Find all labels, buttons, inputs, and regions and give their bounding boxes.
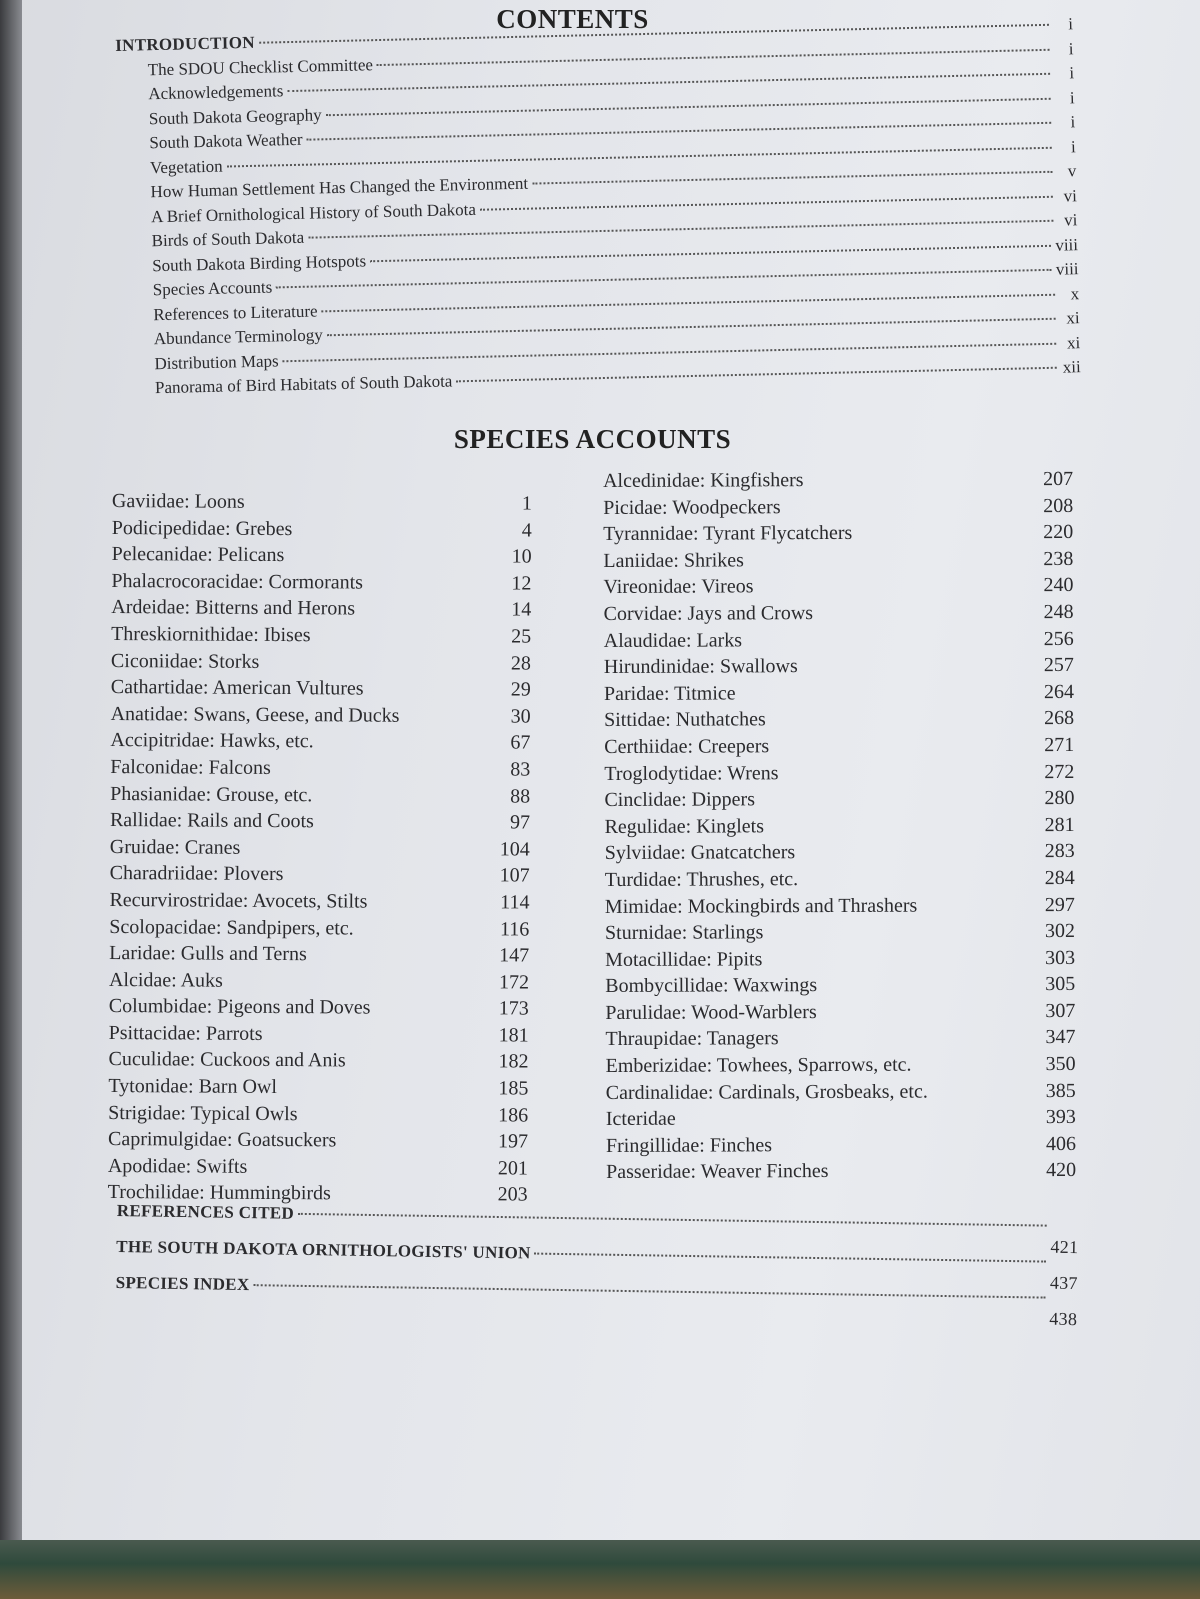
toc-entry-label: South Dakota Geography xyxy=(148,104,322,128)
species-family-entry xyxy=(604,760,1074,789)
family-name: Cardinalidae: Cardinals, Grosbeaks, etc. xyxy=(605,1080,928,1104)
book-spine-edge xyxy=(0,0,22,1599)
family-page: 281 xyxy=(1044,813,1075,836)
toc-entry-label: Abundance Terminology xyxy=(153,325,323,349)
family-name: Anatidae: Swans, Geese, and Ducks xyxy=(110,702,400,727)
family-page: 172 xyxy=(498,971,530,994)
family-name: Troglodytidae: Wrens xyxy=(604,761,779,785)
toc-entry-page: v xyxy=(1067,161,1077,181)
species-family-entry xyxy=(110,783,530,812)
species-family-entry xyxy=(603,521,1073,550)
family-name: Charadriidae: Plovers xyxy=(109,862,284,886)
family-name: Cathartidae: American Vultures xyxy=(110,676,364,700)
species-list-right xyxy=(603,468,1076,1188)
family-page: 88 xyxy=(510,784,531,808)
toc-entry-page: viii xyxy=(1055,259,1079,279)
family-page: 107 xyxy=(499,864,530,887)
toc-entry-page: i xyxy=(1070,112,1076,132)
family-name: Falconidae: Falcons xyxy=(110,755,271,779)
family-name: Recurvirostridae: Avocets, Stilts xyxy=(109,888,368,913)
species-family-entry xyxy=(606,1133,1076,1162)
species-family-entry xyxy=(604,787,1074,816)
family-page: 201 xyxy=(497,1157,528,1180)
family-name: Laridae: Gulls and Terns xyxy=(109,942,307,966)
toc-entry-label: South Dakota Birding Hotspots xyxy=(151,250,367,275)
species-family-entry xyxy=(112,517,532,546)
family-page: 4 xyxy=(521,519,532,542)
toc-entry-page: i xyxy=(1069,63,1075,83)
family-page: 28 xyxy=(510,652,532,675)
family-name: Regulidae: Kinglets xyxy=(604,815,765,838)
family-page: 181 xyxy=(498,1024,529,1047)
family-page: 147 xyxy=(499,944,530,967)
species-family-entry xyxy=(603,548,1073,577)
species-family-entry xyxy=(605,840,1075,869)
family-page: 1 xyxy=(521,492,532,515)
species-family-entry xyxy=(604,628,1074,657)
family-name: Columbidae: Pigeons and Doves xyxy=(108,995,371,1019)
family-page: 104 xyxy=(499,838,530,861)
dot-leader xyxy=(298,1213,1047,1227)
toc-entry-label: Acknowledgements xyxy=(148,81,284,104)
family-page: 238 xyxy=(1043,547,1074,570)
species-family-entry xyxy=(109,1022,529,1051)
family-name: Fringillidae: Finches xyxy=(605,1134,773,1157)
family-name: Vireonidae: Vireos xyxy=(603,575,754,599)
family-name: Gruidae: Cranes xyxy=(109,835,241,859)
family-name: Icteridae xyxy=(605,1107,676,1131)
dot-leader xyxy=(532,171,1052,185)
back-matter-page: 438 xyxy=(1049,1308,1078,1330)
family-name: Alcidae: Auks xyxy=(108,968,223,992)
family-page: 207 xyxy=(1042,467,1074,491)
family-name: Thraupidae: Tanagers xyxy=(605,1027,779,1051)
family-name: Certhiidae: Creepers xyxy=(604,735,770,758)
family-name: Scolopacidae: Sandpipers, etc. xyxy=(109,915,354,939)
species-family-entry xyxy=(111,650,531,679)
species-family-entry xyxy=(603,468,1073,497)
family-name: Phasianidae: Grouse, etc. xyxy=(110,782,313,806)
family-page: 272 xyxy=(1044,760,1075,783)
species-family-entry xyxy=(603,495,1073,524)
toc-entry-page: xii xyxy=(1062,357,1081,377)
species-family-entry xyxy=(606,1053,1076,1082)
back-matter-page: 421 xyxy=(1050,1236,1079,1258)
toc-entry-page: viii xyxy=(1055,234,1079,255)
species-family-entry xyxy=(109,969,529,998)
species-family-entry xyxy=(108,1155,528,1184)
family-name: Mimidae: Mockingbirds and Thrashers xyxy=(604,894,918,918)
back-matter-page: 437 xyxy=(1049,1272,1078,1294)
species-family-entry xyxy=(110,729,530,758)
family-name: Sittidae: Nuthatches xyxy=(604,708,766,732)
dot-leader xyxy=(253,1284,1045,1298)
species-family-entry xyxy=(112,490,532,519)
species-family-entry xyxy=(110,862,530,891)
family-page: 173 xyxy=(498,997,529,1020)
species-family-entry xyxy=(605,973,1075,1002)
dot-leader xyxy=(456,367,1056,383)
family-name: Caprimulgidae: Goatsuckers xyxy=(107,1128,337,1152)
family-page: 271 xyxy=(1044,733,1075,757)
family-page: 303 xyxy=(1045,946,1076,969)
family-name: Cinclidae: Dippers xyxy=(604,788,756,812)
family-page: 67 xyxy=(510,731,531,754)
toc-entry-page: x xyxy=(1070,283,1080,303)
family-page: 347 xyxy=(1045,1026,1076,1049)
family-name: Corvidae: Jays and Crows xyxy=(603,602,814,625)
species-family-entry xyxy=(606,1106,1076,1135)
family-name: Bombycillidae: Waxwings xyxy=(605,974,818,998)
species-family-entry xyxy=(606,1080,1076,1109)
back-matter-label: REFERENCES CITED xyxy=(116,1200,295,1223)
family-name: Gaviidae: Loons xyxy=(111,490,245,513)
family-name: Parulidae: Wood-Warblers xyxy=(605,1000,817,1024)
species-family-entry xyxy=(111,676,531,705)
toc-entry-label: South Dakota Weather xyxy=(149,129,303,153)
family-name: Passeridae: Weaver Finches xyxy=(606,1160,829,1184)
toc-entry-label: Vegetation xyxy=(149,156,223,177)
toc-entry-page: i xyxy=(1068,38,1074,58)
species-family-entry xyxy=(606,1159,1076,1188)
dot-leader xyxy=(535,1253,1047,1263)
family-name: Motacillidae: Pipits xyxy=(605,947,763,971)
toc-entry-label: References to Literature xyxy=(153,300,318,324)
family-name: Tyrannidae: Tyrant Flycatchers xyxy=(603,522,853,546)
species-family-entry xyxy=(110,756,530,785)
family-page: 240 xyxy=(1043,574,1074,597)
family-page: 30 xyxy=(510,705,531,728)
family-name: Turdidae: Thrushes, etc. xyxy=(604,868,799,891)
family-page: 197 xyxy=(497,1130,529,1153)
toc-entry-label: A Brief Ornithological History of South Dakota xyxy=(150,199,477,226)
toc-entry-page: i xyxy=(1069,87,1075,107)
family-page: 257 xyxy=(1043,654,1074,677)
family-page: 12 xyxy=(511,572,532,595)
species-family-entry xyxy=(603,574,1073,603)
family-name: Apodidae: Swifts xyxy=(107,1154,248,1178)
toc-entry-label: The SDOU Checklist Committee xyxy=(147,54,374,79)
family-page: 248 xyxy=(1043,600,1074,624)
family-page: 406 xyxy=(1045,1132,1076,1155)
toc-entry-label: INTRODUCTION xyxy=(115,32,256,55)
family-page: 307 xyxy=(1045,999,1076,1022)
toc-entry-label: Species Accounts xyxy=(152,277,273,300)
family-page: 116 xyxy=(499,917,530,941)
toc-entry-label: Panorama of Bird Habitats of South Dakota xyxy=(154,371,453,398)
family-page: 264 xyxy=(1043,680,1075,703)
species-family-entry xyxy=(110,836,530,865)
toc-entry-page: xi xyxy=(1066,308,1080,328)
family-page: 10 xyxy=(511,545,532,568)
family-name: Rallidae: Rails and Coots xyxy=(109,809,314,833)
contents-heading: CONTENTS xyxy=(496,4,649,34)
family-name: Psittacidae: Parrots xyxy=(108,1021,263,1045)
species-family-entry xyxy=(110,809,530,838)
species-family-entry xyxy=(604,601,1074,630)
family-name: Accipitridae: Hawks, etc. xyxy=(110,729,314,753)
family-page: 284 xyxy=(1044,866,1075,889)
family-name: Ardeidae: Bitterns and Herons xyxy=(111,596,356,620)
species-list-left xyxy=(108,490,532,1211)
species-family-entry xyxy=(604,734,1074,763)
family-name: Phalacrocoracidae: Cormorants xyxy=(111,569,364,594)
species-accounts-heading: SPECIES ACCOUNTS xyxy=(453,424,732,454)
species-family-entry xyxy=(604,654,1074,683)
species-family-entry xyxy=(108,1075,528,1104)
toc-entry-page: i xyxy=(1068,14,1074,34)
family-name: Laniidae: Shrikes xyxy=(603,549,744,572)
family-page: 280 xyxy=(1044,787,1075,810)
family-page: 29 xyxy=(510,678,531,701)
family-page: 393 xyxy=(1045,1106,1076,1129)
species-family-entry xyxy=(604,707,1074,736)
species-family-entry xyxy=(108,1048,528,1077)
toc-entry-page: i xyxy=(1070,136,1076,156)
family-page: 305 xyxy=(1045,973,1076,996)
family-page: 203 xyxy=(497,1183,528,1206)
species-family-entry xyxy=(111,703,531,732)
toc-entry-page: xi xyxy=(1066,332,1081,352)
family-page: 25 xyxy=(511,625,532,648)
species-family-entry xyxy=(109,889,529,918)
family-page: 385 xyxy=(1045,1079,1076,1102)
family-name: Sylviidae: Gnatcatchers xyxy=(604,841,796,865)
family-name: Sturnidae: Starlings xyxy=(604,921,764,945)
family-page: 420 xyxy=(1046,1159,1077,1182)
species-family-entry xyxy=(112,543,532,572)
book-cover-edge xyxy=(0,1540,1200,1599)
family-page: 114 xyxy=(500,891,530,914)
species-family-entry xyxy=(109,942,529,971)
family-page: 283 xyxy=(1044,840,1075,863)
family-name: Podicipedidae: Grebes xyxy=(111,516,293,540)
family-name: Paridae: Titmice xyxy=(603,682,736,705)
species-family-entry xyxy=(605,920,1075,949)
family-name: Picidae: Woodpeckers xyxy=(603,495,781,519)
species-family-entry xyxy=(604,681,1074,710)
family-name: Alcedinidae: Kingfishers xyxy=(603,469,804,492)
species-family-entry xyxy=(109,995,529,1024)
family-page: 208 xyxy=(1043,494,1074,517)
family-name: Trochilidae: Hummingbirds xyxy=(107,1181,331,1205)
family-page: 83 xyxy=(510,758,531,781)
species-family-entry xyxy=(108,1128,528,1157)
family-page: 350 xyxy=(1045,1053,1076,1076)
species-family-entry xyxy=(111,623,531,652)
family-page: 220 xyxy=(1043,521,1074,544)
species-family-entry xyxy=(111,596,531,625)
family-page: 302 xyxy=(1044,920,1076,943)
family-name: Threskiornithidae: Ibises xyxy=(111,622,311,647)
species-family-entry xyxy=(605,947,1075,976)
toc-entry-page: vi xyxy=(1063,185,1078,206)
family-name: Emberizidae: Towhees, Sparrows, etc. xyxy=(605,1053,912,1078)
toc-entry-page: vi xyxy=(1063,210,1078,230)
species-family-entry xyxy=(605,867,1075,896)
toc-entry-label: Birds of South Dakota xyxy=(151,227,305,251)
species-family-entry xyxy=(605,1000,1075,1029)
species-family-entry xyxy=(109,915,529,944)
back-matter-label: THE SOUTH DAKOTA ORNITHOLOGISTS' UNION xyxy=(116,1236,531,1263)
family-page: 256 xyxy=(1043,627,1074,650)
family-name: Ciconiidae: Storks xyxy=(110,649,260,673)
family-page: 182 xyxy=(498,1050,529,1074)
dot-leader xyxy=(480,195,1053,210)
species-family-entry xyxy=(108,1102,528,1131)
introduction-section xyxy=(115,14,1081,403)
toc-entry-label: How Human Settlement Has Changed the Environment xyxy=(150,173,529,202)
family-name: Strigidae: Typical Owls xyxy=(108,1101,298,1125)
toc-entry-label: Distribution Maps xyxy=(154,350,279,373)
family-name: Tytonidae: Barn Owl xyxy=(108,1075,278,1099)
species-family-entry xyxy=(111,570,531,599)
family-name: Cuculidae: Cuckoos and Anis xyxy=(108,1048,346,1072)
species-family-entry xyxy=(605,814,1075,843)
species-family-entry xyxy=(605,1026,1075,1055)
back-matter-section xyxy=(115,1200,1079,1330)
family-page: 185 xyxy=(498,1077,529,1100)
species-family-entry xyxy=(605,893,1075,922)
family-page: 297 xyxy=(1044,893,1075,916)
family-name: Hirundinidae: Swallows xyxy=(603,655,798,679)
family-name: Pelecanidae: Pelicans xyxy=(111,543,285,567)
family-page: 97 xyxy=(509,811,531,834)
family-name: Alaudidae: Larks xyxy=(603,628,743,652)
family-page: 186 xyxy=(498,1104,529,1127)
family-page: 268 xyxy=(1044,707,1075,730)
family-page: 14 xyxy=(511,598,532,621)
back-matter-label: SPECIES INDEX xyxy=(115,1272,250,1295)
